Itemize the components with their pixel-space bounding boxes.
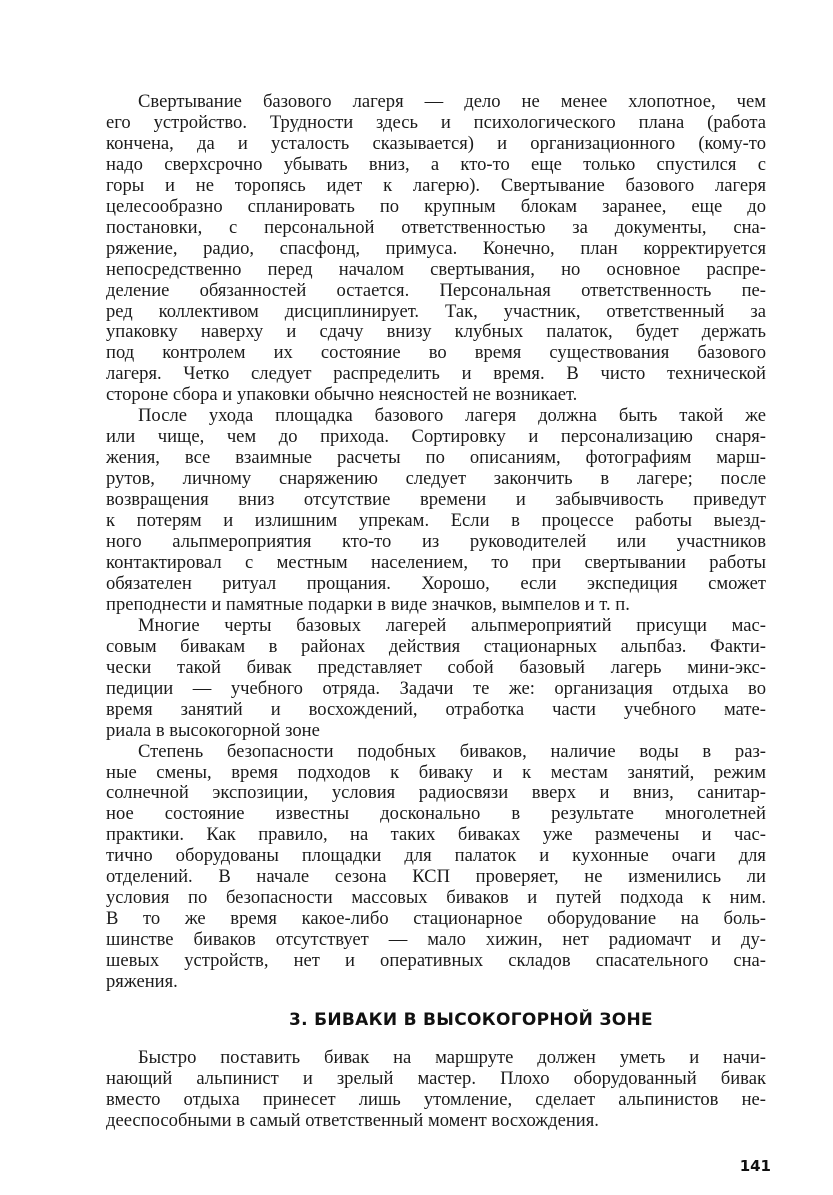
paragraph-3 [106,616,766,742]
text-line: кончена, да и усталость сказывается) и организационного (кому-то [106,132,766,154]
text-line: совым бивакам в районах действия стационарных альпбаз. Факти- [106,635,766,657]
text-line: тично оборудованы площадки для палаток и кухонные очаги для [106,845,766,867]
text-line: ред коллективом дисциплинирует. Так, участник, ответственный за [106,300,766,322]
section-heading: 3. БИВАКИ В ВЫСОКОГОРНОЙ ЗОНЕ [289,1009,653,1030]
text-line: солнечной экспозиции, условия радиосвязи вверх и вниз, санитар- [106,782,766,804]
paragraph-4 [106,742,766,993]
paragraph-1 [106,92,766,406]
text-line: упаковку наверху и сдачу внизу клубных палаток, будет держать [106,321,766,343]
text-line: непосредственно перед началом свертывания, но основное распре- [106,258,766,280]
text-line: под контролем их состояние во время существования базового [106,342,766,364]
text-line: Свертывание базового лагеря — дело не менее хлопотное, чем [138,91,766,112]
text-line: практики. Как правило, на таких биваках уже размечены и час- [106,824,766,846]
text-line: горы и не торопясь идет к лагерю). Свертывание базового лагеря [106,174,766,196]
text-line: ряжение, радио, спасфонд, примуса. Конечно, план корректируется [106,237,766,259]
text-line: преподнести и памятные подарки в виде значков, вымпелов и т. п. [106,593,630,615]
text-line: или чище, чем до прихода. Сортировку и персонализацию снаря- [106,426,766,448]
text-line: отделений. В начале сезона КСП проверяет, не изменились ли [106,866,766,888]
page-body [106,92,766,1132]
text-line: деление обязанностей остается. Персональная ответственность пе- [106,279,766,301]
text-line: шинстве биваков отсутствует — мало хижин, нет радиомачт и ду- [106,929,766,951]
text-line: шевых устройств, нет и оперативных складов спасательного сна- [106,950,766,972]
text-line: В то же время какое-либо стационарное оборудование на боль- [106,908,766,930]
text-line: жения, все взаимные расчеты по описаниям, фотографиям марш- [106,447,766,469]
text-line: Многие черты базовых лагерей альпмероприятий присущи мас- [138,614,766,636]
text-line: стороне сбора и упаковки обычно неясностей не возникает. [106,384,578,406]
text-line: вместо отдыха принесет лишь утомление, сделает альпинистов не- [106,1088,766,1110]
text-line: Быстро поставить бивак на маршруте должен уметь и начи- [138,1046,766,1068]
text-line: время занятий и восхождений, отработка части учебного мате- [106,698,766,720]
paragraph-5 [106,1048,766,1132]
text-line: контактировал с местным населением, то при свертывании работы [106,551,766,573]
paragraph-2 [106,406,766,616]
text-line: ного альпмероприятия кто-то из руководителей или участников [106,531,766,553]
text-line: дееспособными в самый ответственный момент восхождения. [106,1109,599,1131]
text-line: Степень безопасности подобных биваков, наличие воды в раз- [138,740,766,762]
text-line: педиции — учебного отряда. Задачи те же: организация отдыха во [106,677,766,699]
text-line: обязателен ритуал прощания. Хорошо, если экспедиция сможет [106,572,766,594]
text-line: к потерям и излишним упрекам. Если в процессе работы выезд- [106,510,766,532]
page-number: 141 [739,1157,771,1175]
text-line: ное состояние известны досконально в результате многолетней [106,803,766,825]
text-line: возвращения вниз отсутствие времени и забывчивость приведут [106,489,766,511]
text-line: рутов, личному снаряжению следует закончить в лагере; после [106,468,766,490]
text-line: условия по безопасности массовых биваков и путей подхода к ним. [106,887,766,909]
text-line: постановки, с персональной ответственностью за документы, сна- [106,216,766,238]
text-line: надо сверхсрочно убывать вниз, а кто-то еще только спустился с [106,153,766,175]
text-line: нающий альпинист и зрелый мастер. Плохо оборудованный бивак [106,1067,766,1089]
text-line: После ухода площадка базового лагеря должна быть такой же [138,405,766,427]
text-line: его устройство. Трудности здесь и психологического плана (работа [106,111,766,133]
text-line: ные смены, время подходов к биваку и к местам занятий, режим [106,761,766,783]
text-line: ряжения. [106,971,178,993]
text-line: целесообразно спланировать по крупным блокам заранее, еще до [106,195,766,217]
text-line: чески такой бивак представляет собой базовый лагерь мини-экс- [106,656,766,678]
text-line: лагеря. Четко следует распределить и время. В чисто технической [106,363,766,385]
text-line: риала в высокогорной зоне [106,719,320,741]
